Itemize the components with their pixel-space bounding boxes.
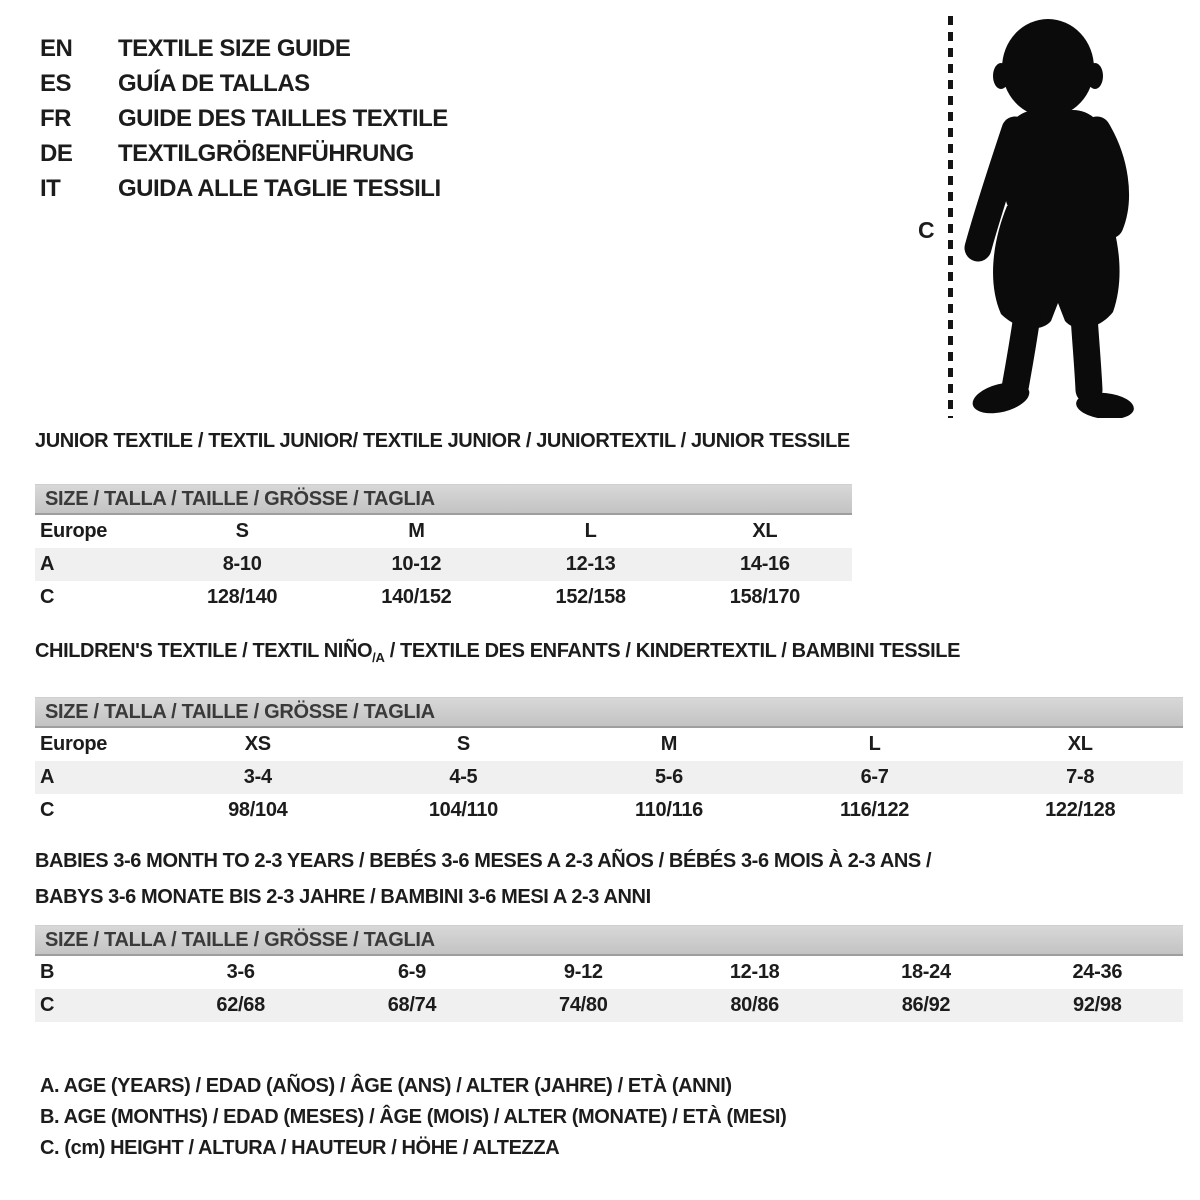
table-cell: XL <box>1067 733 1093 755</box>
row-label: A <box>40 553 55 575</box>
language-code: IT <box>40 174 61 202</box>
section-title <box>35 423 852 459</box>
language-row <box>40 101 448 136</box>
table-cell: 128/140 <box>207 586 278 608</box>
table-cell: 122/128 <box>1045 799 1116 821</box>
table-cell: 74/80 <box>559 994 608 1016</box>
row-label: C <box>40 799 55 821</box>
language-code: DE <box>40 139 73 167</box>
table-cell: 80/86 <box>730 994 779 1016</box>
table-cell: 4-5 <box>449 766 478 788</box>
height-dashed-line <box>948 16 953 418</box>
table-cell: 86/92 <box>901 994 951 1016</box>
section-title-line <box>35 633 1183 676</box>
table-cell: 10-12 <box>391 553 442 575</box>
table-row <box>35 581 852 614</box>
section-title-text: /A <box>372 650 385 665</box>
table-cell: 9-12 <box>563 961 603 983</box>
table-row <box>35 548 852 581</box>
section-title-text: BABYS 3-6 MONATE BIS 2-3 JAHRE / BAMBINI 3-6 MESI A 2-3 ANNI <box>35 886 651 908</box>
table-cell: S <box>235 520 249 542</box>
table-cell: 110/116 <box>634 799 703 821</box>
section-title-line <box>35 843 1183 879</box>
section-title-text: BABIES 3-6 MONTH TO 2-3 YEARS / BEBÉS 3-6 MESES A 2-3 AÑOS / BÉBÉS 3-6 MOIS À 2-3 ANS / <box>35 850 932 872</box>
height-measure-label: C <box>918 217 935 243</box>
table-row <box>35 761 1183 794</box>
footnote-legend <box>40 1071 786 1164</box>
table-cell: S <box>456 733 470 755</box>
table-cell: 3-4 <box>243 766 272 788</box>
table-cell: 62/68 <box>216 994 265 1016</box>
language-title: GUIDE DES TAILLES TEXTILE <box>118 104 448 132</box>
section-title-line <box>35 879 1183 915</box>
table-cell: 24-36 <box>1072 961 1123 983</box>
language-row <box>40 171 448 206</box>
table-cell: 92/98 <box>1073 994 1122 1016</box>
language-title: TEXTILGRÖßENFÜHRUNG <box>118 139 414 167</box>
table-cell: 6-9 <box>397 961 426 983</box>
section-title <box>35 843 1183 915</box>
table-row <box>35 728 1183 761</box>
footnote-line: B. AGE (MONTHS) / EDAD (MESES) / ÂGE (MOIS) / ALTER (MONATE) / ETÀ (MESI) <box>40 1106 787 1128</box>
table-cell: 18-24 <box>901 961 951 983</box>
table-cell: M <box>660 733 678 755</box>
table-cell: 116/122 <box>840 799 910 821</box>
table-row <box>35 989 1183 1022</box>
row-label: C <box>40 994 55 1016</box>
table-cell: 104/110 <box>428 799 498 821</box>
language-row <box>40 136 448 171</box>
section-title-text: JUNIOR TEXTILE / TEXTIL JUNIOR/ TEXTILE JUNIOR / JUNIORTEXTIL / JUNIOR TESSILE <box>35 430 850 452</box>
row-label: C <box>40 586 55 608</box>
table-cell: L <box>584 520 597 542</box>
table-cell: 12-13 <box>565 553 616 575</box>
size-section <box>35 640 1183 827</box>
toddler-silhouette-icon <box>963 18 1143 418</box>
size-section <box>35 850 1183 1022</box>
size-section <box>35 430 852 614</box>
table-cell: 152/158 <box>555 586 626 608</box>
section-title-line <box>35 423 852 459</box>
size-header-label: SIZE / TALLA / TAILLE / GRÖSSE / TAGLIA <box>45 487 435 510</box>
section-title <box>35 633 1183 676</box>
table-cell: 6-7 <box>860 766 889 788</box>
table-cell: 158/170 <box>729 586 800 608</box>
table-cell: 5-6 <box>654 766 683 788</box>
table-cell: 98/104 <box>228 799 288 821</box>
size-header-bar <box>35 925 1183 956</box>
table-cell: 3-6 <box>226 961 255 983</box>
section-title-text: CHILDREN'S TEXTILE / TEXTIL NIÑO <box>35 640 373 662</box>
language-list <box>40 31 448 206</box>
size-table <box>35 956 1183 1022</box>
footnote-line: C. (cm) HEIGHT / ALTURA / HAUTEUR / HÖHE / ALTEZZA <box>40 1137 560 1159</box>
table-cell: M <box>408 520 425 542</box>
size-header-label: SIZE / TALLA / TAILLE / GRÖSSE / TAGLIA <box>45 700 435 723</box>
size-header-bar <box>35 484 852 515</box>
row-label: A <box>40 766 55 788</box>
language-title: GUIDA ALLE TAGLIE TESSILI <box>118 174 441 202</box>
size-header-bar <box>35 697 1183 728</box>
language-title: GUÍA DE TALLAS <box>118 69 310 97</box>
language-row <box>40 31 448 66</box>
table-cell: L <box>868 733 881 755</box>
table-row <box>35 794 1183 827</box>
table-cell: 140/152 <box>381 586 452 608</box>
table-cell: 14-16 <box>740 553 790 575</box>
row-label: Europe <box>40 520 108 542</box>
table-cell: 7-8 <box>1066 766 1095 788</box>
language-code: ES <box>40 69 72 97</box>
table-cell: 68/74 <box>387 994 437 1016</box>
language-code: EN <box>40 34 73 62</box>
table-cell: 12-18 <box>729 961 780 983</box>
table-cell: 8-10 <box>222 553 262 575</box>
section-title-text: / TEXTILE DES ENFANTS / KINDERTEXTIL / BAMBINI TESSILE <box>384 640 961 662</box>
table-row <box>35 515 852 548</box>
language-row <box>40 66 448 101</box>
size-table <box>35 728 1183 827</box>
language-title: TEXTILE SIZE GUIDE <box>118 34 351 62</box>
table-row <box>35 956 1183 989</box>
row-label: Europe <box>40 733 108 755</box>
language-code: FR <box>40 104 71 132</box>
table-cell: XL <box>752 520 778 542</box>
footnote-line: A. AGE (YEARS) / EDAD (AÑOS) / ÂGE (ANS) / ALTER (JAHRE) / ETÀ (ANNI) <box>40 1075 732 1097</box>
row-label: B <box>40 961 55 983</box>
size-table <box>35 515 852 614</box>
table-cell: XS <box>244 733 271 755</box>
size-header-label: SIZE / TALLA / TAILLE / GRÖSSE / TAGLIA <box>45 928 435 951</box>
